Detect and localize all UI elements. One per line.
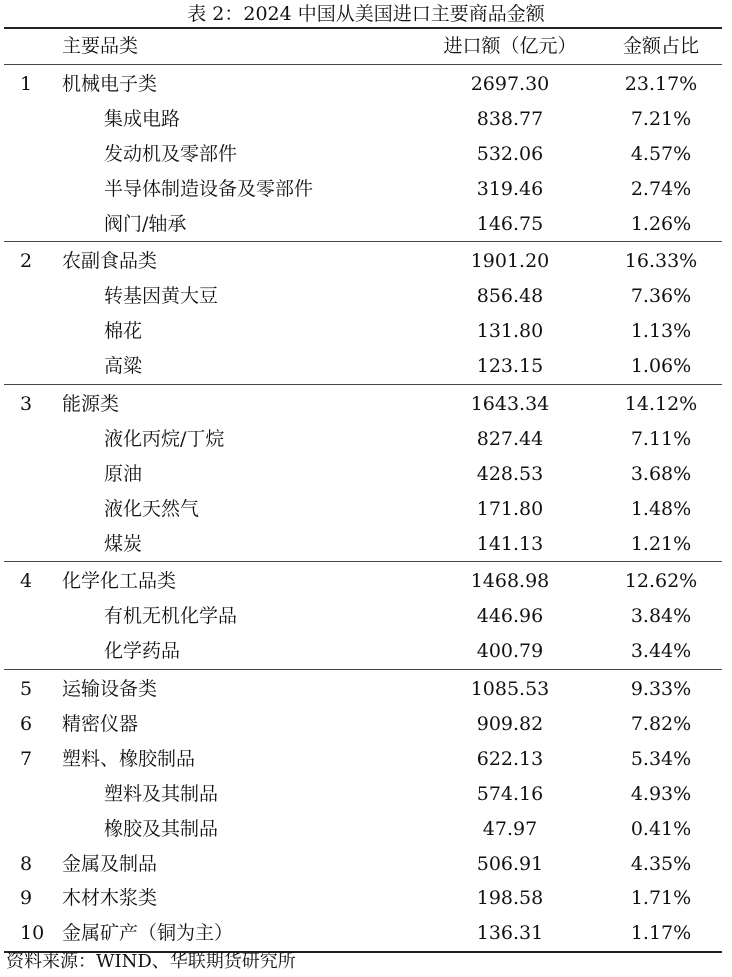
row-category: 能源类 xyxy=(62,393,120,416)
table-header xyxy=(4,29,722,64)
row-value: 622.13 xyxy=(476,747,544,770)
row-value: 1643.34 xyxy=(470,393,550,416)
row-value: 146.75 xyxy=(476,212,544,235)
table-subrow xyxy=(4,207,722,242)
row-share: 1.71% xyxy=(630,887,692,910)
row-category: 机械电子类 xyxy=(62,73,158,95)
row-category: 木材木浆类 xyxy=(62,887,158,910)
table-subrow xyxy=(4,634,722,669)
row-value: 856.48 xyxy=(476,285,544,308)
row-value: 1468.98 xyxy=(470,570,550,593)
row-category: 煤炭 xyxy=(104,532,143,555)
source-note: 资料来源：WIND、华联期货研究所 xyxy=(6,951,296,972)
row-value: 198.58 xyxy=(476,887,544,910)
row-share: 1.21% xyxy=(630,532,692,555)
row-category: 阀门/轴承 xyxy=(104,212,187,235)
table-subrow xyxy=(4,349,722,384)
row-category: 集成电路 xyxy=(104,107,181,130)
header-category: 主要品类 xyxy=(62,35,139,57)
table-row xyxy=(4,672,722,707)
table-row xyxy=(4,742,722,777)
row-category: 化学化工品类 xyxy=(62,570,177,593)
table-subrow xyxy=(4,457,722,492)
row-value: 2697.30 xyxy=(470,73,550,95)
table-subrow xyxy=(4,172,722,207)
row-index: 3 xyxy=(20,393,33,416)
row-category: 原油 xyxy=(104,462,143,485)
table-row xyxy=(4,67,722,102)
row-share: 7.36% xyxy=(630,285,692,308)
table-title: 表 2：2024 中国从美国进口主要商品金额 xyxy=(187,3,545,25)
row-index: 5 xyxy=(20,678,33,701)
row-category: 橡胶及其制品 xyxy=(104,817,219,840)
table-row xyxy=(4,244,722,279)
row-category: 有机无机化学品 xyxy=(104,605,238,628)
table-subrow xyxy=(4,422,722,457)
row-share: 3.68% xyxy=(630,462,692,485)
row-share: 3.84% xyxy=(630,605,692,628)
row-value: 838.77 xyxy=(476,107,544,130)
row-category: 半导体制造设备及零部件 xyxy=(104,177,314,200)
table-row xyxy=(4,707,722,742)
row-value: 532.06 xyxy=(476,142,544,165)
row-value: 319.46 xyxy=(476,177,544,200)
row-value: 574.16 xyxy=(476,782,544,805)
row-value: 506.91 xyxy=(476,852,544,875)
row-category: 塑料、橡胶制品 xyxy=(62,747,196,770)
row-category: 棉花 xyxy=(104,320,143,343)
row-category: 塑料及其制品 xyxy=(104,782,219,805)
row-share: 0.41% xyxy=(630,817,692,840)
row-category: 高粱 xyxy=(104,355,143,378)
row-category: 转基因黄大豆 xyxy=(104,285,219,308)
table-subrow xyxy=(4,137,722,172)
table-subrow xyxy=(4,599,722,634)
row-share: 14.12% xyxy=(624,393,698,416)
table-row xyxy=(4,881,722,916)
row-share: 7.11% xyxy=(630,427,692,450)
row-value: 171.80 xyxy=(476,497,544,520)
row-share: 3.44% xyxy=(630,640,692,663)
row-value: 131.80 xyxy=(476,320,544,343)
header-value: 进口额（亿元） xyxy=(443,35,577,57)
group-divider xyxy=(4,384,722,385)
table-subrow xyxy=(4,777,722,812)
table-subrow xyxy=(4,812,722,847)
group-divider xyxy=(4,669,722,670)
table-subrow xyxy=(4,492,722,527)
row-value: 446.96 xyxy=(476,605,544,628)
row-value: 909.82 xyxy=(476,713,544,736)
table-body xyxy=(4,67,722,951)
row-index: 7 xyxy=(20,747,33,770)
table-subrow xyxy=(4,279,722,314)
row-category: 金属及制品 xyxy=(62,852,158,875)
header-share: 金额占比 xyxy=(622,35,699,57)
row-category: 金属矿产（铜为主） xyxy=(62,922,234,945)
table-subrow xyxy=(4,314,722,349)
row-category: 精密仪器 xyxy=(62,713,139,736)
row-value: 1901.20 xyxy=(470,250,550,273)
group-divider xyxy=(4,241,722,242)
row-share: 7.82% xyxy=(630,713,692,736)
header-rule xyxy=(4,64,722,65)
table-subrow xyxy=(4,527,722,562)
row-share: 16.33% xyxy=(624,250,698,273)
row-share: 5.34% xyxy=(630,747,692,770)
row-share: 4.35% xyxy=(630,852,692,875)
row-share: 1.26% xyxy=(630,212,692,235)
row-index: 9 xyxy=(20,887,33,910)
row-share: 1.13% xyxy=(630,320,692,343)
row-share: 23.17% xyxy=(624,73,698,95)
row-index: 2 xyxy=(20,250,33,273)
row-share: 2.74% xyxy=(630,177,692,200)
table-row xyxy=(4,847,722,882)
row-share: 4.93% xyxy=(630,782,692,805)
group-divider xyxy=(4,561,722,562)
row-share: 12.62% xyxy=(624,570,698,593)
table-row xyxy=(4,387,722,422)
import-table xyxy=(4,27,722,953)
row-index: 6 xyxy=(20,713,33,736)
row-share: 1.48% xyxy=(630,497,692,520)
row-value: 47.97 xyxy=(482,817,538,840)
row-index: 1 xyxy=(20,73,33,95)
row-value: 123.15 xyxy=(476,355,544,378)
row-share: 4.57% xyxy=(630,142,692,165)
row-index: 8 xyxy=(20,852,33,875)
row-index: 4 xyxy=(20,570,33,593)
row-share: 1.17% xyxy=(630,922,692,945)
row-value: 141.13 xyxy=(476,532,544,555)
row-category: 运输设备类 xyxy=(62,678,158,701)
row-category: 液化丙烷/丁烷 xyxy=(104,427,225,450)
row-category: 液化天然气 xyxy=(104,497,200,520)
row-value: 428.53 xyxy=(476,462,544,485)
row-value: 827.44 xyxy=(476,427,544,450)
row-value: 1085.53 xyxy=(470,678,550,701)
table-subrow xyxy=(4,102,722,137)
table-row xyxy=(4,564,722,599)
row-index: 10 xyxy=(20,922,45,945)
table-row xyxy=(4,916,722,951)
row-share: 7.21% xyxy=(630,107,692,130)
row-share: 9.33% xyxy=(630,678,692,701)
row-category: 发动机及零部件 xyxy=(104,142,238,165)
row-value: 400.79 xyxy=(476,640,544,663)
row-share: 1.06% xyxy=(630,355,692,378)
row-category: 农副食品类 xyxy=(62,250,158,273)
row-category: 化学药品 xyxy=(104,640,181,663)
row-value: 136.31 xyxy=(476,922,544,945)
